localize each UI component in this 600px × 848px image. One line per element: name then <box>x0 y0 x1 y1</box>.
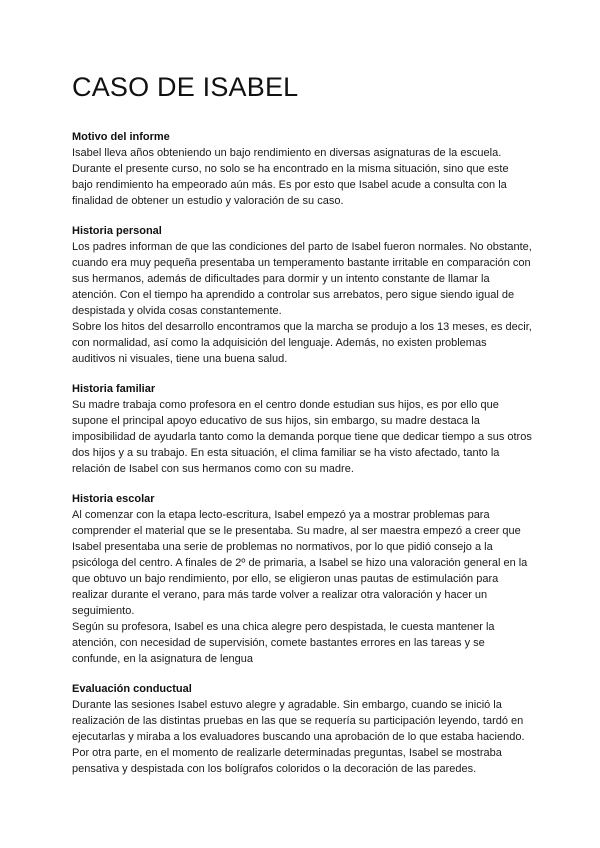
section-historia-escolar <box>72 492 532 667</box>
section-heading: Historia personal <box>72 225 162 237</box>
paragraph: Durante las sesiones Isabel estuvo alegre y agradable. Sin embargo, cuando se inició la realización de las distintas pruebas en las que se requería su participación leyendo, tardó en ejecutarlas y miraba a los evaluadores buscando una aprobación de lo que estaba haciendo. Por otra parte, en el momento de realizarle determinadas preguntas, Isabel se mostraba pensativa y despistada con los bolígrafos coloridos o la decoración de las paredes. <box>72 699 525 775</box>
paragraph: Los padres informan de que las condiciones del parto de Isabel fueron normales. No obstante, cuando era muy pequeña presentaba un temperamento bastante irritable en comparación con sus hermanos, además de dificultades para dormir y un intento constante de llamar la atención. Con el tiempo ha aprendido a controlar sus arrebatos, pero sigue siendo igual de despistada y olvida cosas constantemente. <box>72 241 532 317</box>
section-heading: Evaluación conductual <box>72 683 192 695</box>
section-heading: Motivo del informe <box>72 131 170 143</box>
paragraph: Isabel lleva años obteniendo un bajo rendimiento en diversas asignaturas de la escuela. Durante el presente curso, no solo se ha encontrado en la misma situación, sino que este bajo rendimiento ha empeorado aún más. Es por esto que Isabel acude a consulta con la finalidad de obtener un estudio y valoración de su caso. <box>72 147 509 207</box>
section-motivo-del-informe <box>72 130 532 209</box>
section-historia-personal <box>72 224 532 367</box>
section-historia-familiar <box>72 382 532 477</box>
section-heading: Historia escolar <box>72 493 155 505</box>
document-title: CASO DE ISABEL <box>72 72 299 102</box>
paragraph: Sobre los hitos del desarrollo encontramos que la marcha se produjo a los 13 meses, es decir, con normalidad, así como la adquisición del lenguaje. Además, no existen problemas auditivos ni visuales, tiene una buena salud. <box>72 321 532 365</box>
paragraph: Al comenzar con la etapa lecto-escritura, Isabel empezó ya a mostrar problemas para comprender el material que se le presentaba. Su madre, al ser maestra empezó a creer que Isabel presentaba una serie de problemas no normativos, por lo que pidió consejo a la psicóloga del centro. A finales de 2º de primaria, a Isabel se hizo una valoración general en la que obtuvo un bajo rendimiento, por ello, se eligieron unas pautas de estimulación para realizar durante el verano, para más tarde volver a realizar otra valoración y hacer un seguimiento. <box>72 509 528 617</box>
paragraph: Según su profesora, Isabel es una chica alegre pero despistada, le cuesta mantener la atención, con necesidad de supervisión, comete bastantes errores en las tareas y se confunde, en la asignatura de lengua <box>72 621 495 665</box>
document-page <box>72 70 532 792</box>
section-evaluacion-conductual <box>72 682 532 777</box>
section-heading: Historia familiar <box>72 383 156 395</box>
paragraph: Su madre trabaja como profesora en el centro donde estudian sus hijos, es por ello que supone el principal apoyo educativo de sus hijos, sin embargo, su madre destaca la imposibilidad de ayudarla tanto como la demanda porque tiene que dedicar tiempo a sus otros dos hijos y a su trabajo. En esta situación, el clima familiar se ha visto afectado, tanto la relación de Isabel con sus hermanos como con su madre. <box>72 399 532 475</box>
